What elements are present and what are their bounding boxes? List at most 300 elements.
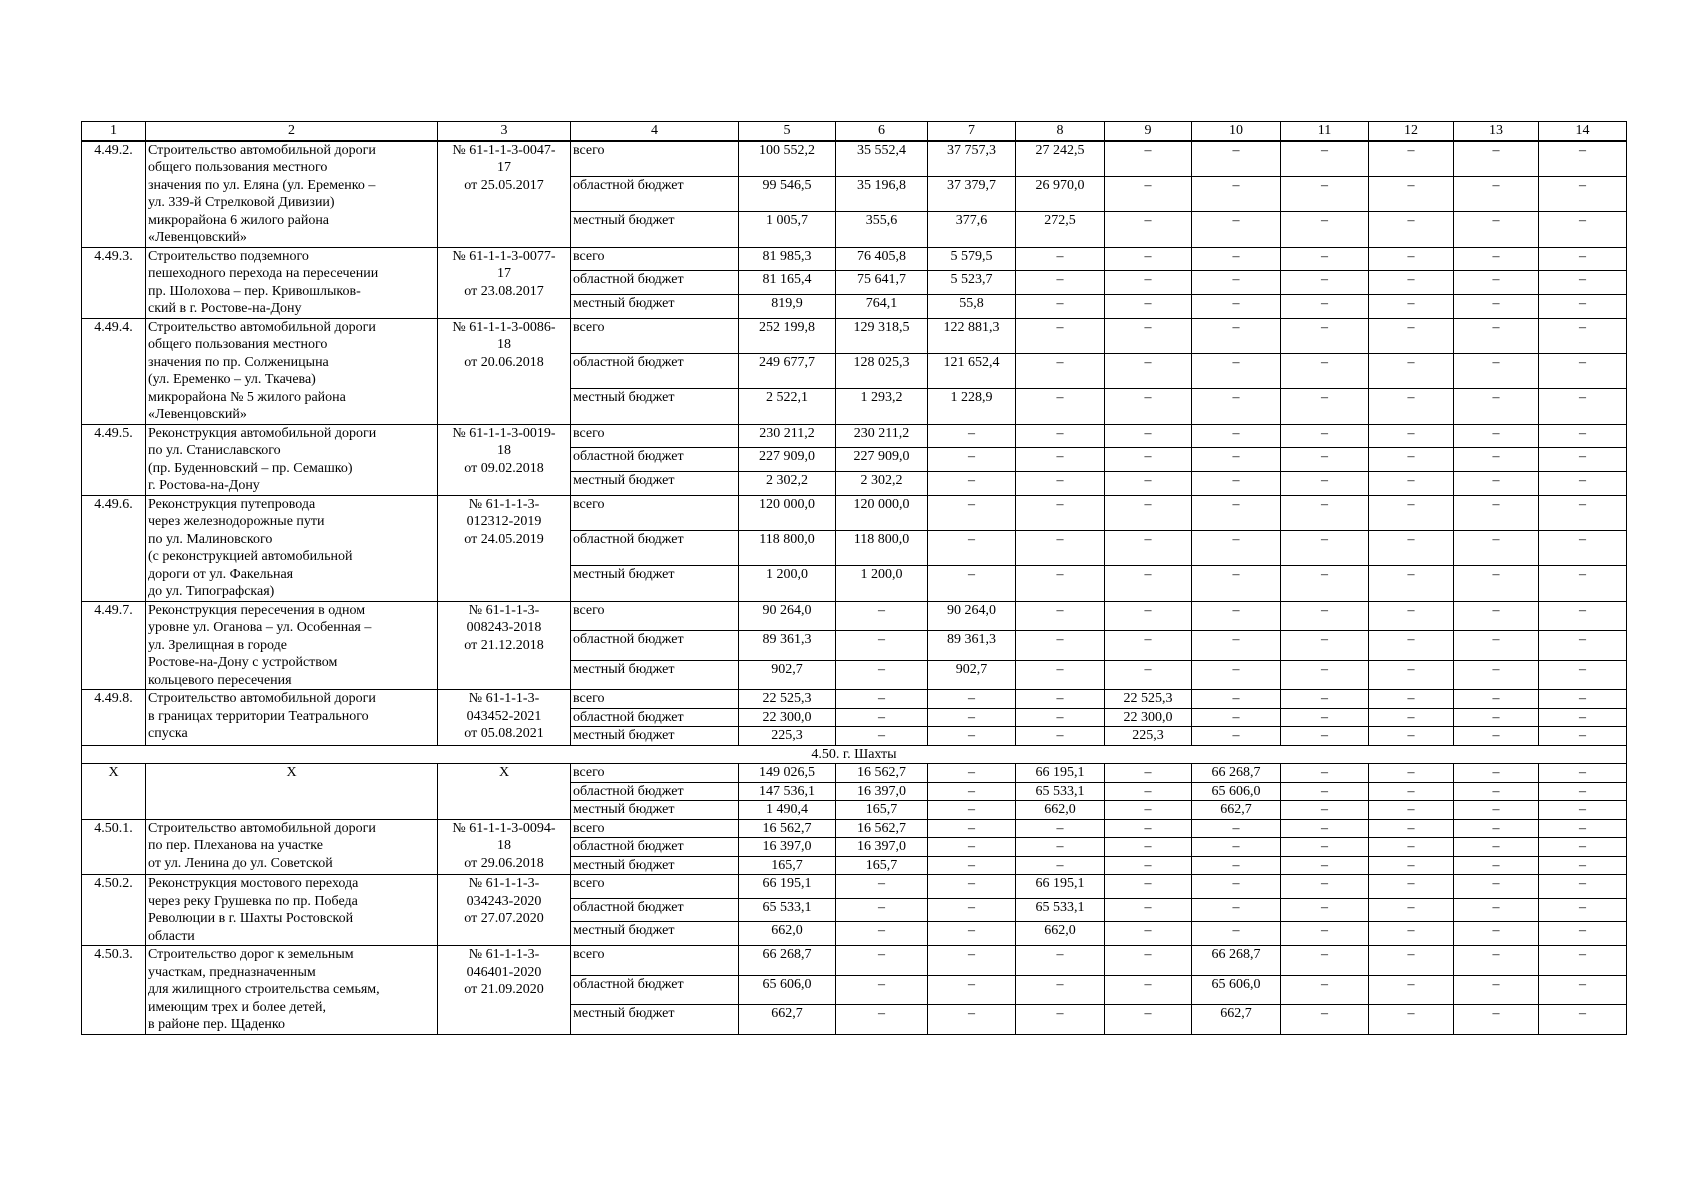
amount-cell: – bbox=[1369, 898, 1454, 922]
entry-document-line: от 05.08.2021 bbox=[464, 726, 544, 741]
entry-name-line: г. Ростова-на-Дону bbox=[148, 478, 260, 493]
funding-source: местный бюджет bbox=[571, 212, 739, 247]
amount-cell: – bbox=[1369, 294, 1454, 318]
amount-cell: – bbox=[1016, 530, 1105, 565]
amount-cell: – bbox=[1105, 801, 1192, 820]
amount-cell: – bbox=[1369, 389, 1454, 424]
entry-name-line: через реку Грушевка по пр. Победа bbox=[148, 893, 358, 909]
funding-source: местный бюджет bbox=[571, 566, 739, 601]
amount-cell: – bbox=[1369, 727, 1454, 746]
amount-cell: 65 606,0 bbox=[739, 975, 836, 1005]
funding-source: всего bbox=[571, 424, 739, 448]
funding-source: всего bbox=[571, 764, 739, 783]
funding-source: областной бюджет bbox=[571, 838, 739, 857]
amount-cell: – bbox=[1539, 471, 1627, 495]
entry-code: 4.49.2. bbox=[82, 141, 146, 248]
amount-cell: – bbox=[928, 819, 1016, 838]
funding-source: местный бюджет bbox=[571, 660, 739, 690]
amount-cell: – bbox=[1192, 898, 1281, 922]
amount-cell: – bbox=[1192, 247, 1281, 271]
entry-document-line: № 61-1-1-3-0077- bbox=[452, 248, 556, 264]
entry-document-line: № 61-1-1-3-0019- bbox=[452, 425, 556, 441]
amount-cell: 100 552,2 bbox=[739, 141, 836, 177]
amount-cell: – bbox=[1539, 690, 1627, 709]
amount-cell: – bbox=[1539, 838, 1627, 857]
amount-cell: – bbox=[1281, 247, 1369, 271]
entry-name-line: (с реконструкцией автомобильной bbox=[148, 549, 353, 564]
amount-cell: – bbox=[1369, 801, 1454, 820]
entry-document-line: № 61-1-1-3- bbox=[468, 691, 540, 706]
entry-name-line: (пр. Буденновский – пр. Семашко) bbox=[148, 460, 353, 476]
amount-cell: 65 606,0 bbox=[1192, 975, 1281, 1005]
table-row bbox=[82, 318, 1627, 353]
amount-cell: – bbox=[1281, 875, 1369, 899]
amount-cell: 1 005,7 bbox=[739, 212, 836, 247]
amount-cell: – bbox=[1192, 141, 1281, 177]
amount-cell: – bbox=[1016, 389, 1105, 424]
amount-cell: – bbox=[1454, 764, 1539, 783]
amount-cell: – bbox=[1016, 495, 1105, 530]
funding-source: местный бюджет bbox=[571, 922, 739, 946]
amount-cell: – bbox=[1281, 353, 1369, 388]
entry-document bbox=[438, 495, 571, 601]
entry-code: 4.49.3. bbox=[82, 247, 146, 318]
amount-cell: – bbox=[836, 708, 928, 727]
amount-cell: – bbox=[1454, 838, 1539, 857]
column-header: 3 bbox=[438, 122, 571, 141]
table-row bbox=[82, 495, 1627, 530]
amount-cell: 149 026,5 bbox=[739, 764, 836, 783]
amount-cell: – bbox=[1539, 1005, 1627, 1035]
amount-cell: – bbox=[1454, 856, 1539, 875]
amount-cell: – bbox=[928, 946, 1016, 976]
entry-name bbox=[146, 141, 438, 248]
amount-cell: – bbox=[1192, 566, 1281, 601]
amount-cell: – bbox=[1281, 708, 1369, 727]
amount-cell: 90 264,0 bbox=[928, 601, 1016, 631]
amount-cell: 121 652,4 bbox=[928, 353, 1016, 388]
funding-source: всего bbox=[571, 946, 739, 976]
amount-cell: – bbox=[836, 690, 928, 709]
funding-source: всего bbox=[571, 601, 739, 631]
amount-cell: – bbox=[1281, 975, 1369, 1005]
amount-cell: 225,3 bbox=[739, 727, 836, 746]
column-header: 12 bbox=[1369, 122, 1454, 141]
amount-cell: 89 361,3 bbox=[928, 631, 1016, 661]
amount-cell: – bbox=[928, 471, 1016, 495]
amount-cell: – bbox=[928, 424, 1016, 448]
amount-cell: – bbox=[1105, 782, 1192, 801]
entry-name-line: микрорайона 6 жилого района bbox=[148, 212, 330, 228]
entry-name-line: от ул. Ленина до ул. Советской bbox=[148, 855, 333, 871]
amount-cell: – bbox=[1281, 764, 1369, 783]
amount-cell: – bbox=[1539, 389, 1627, 424]
amount-cell: – bbox=[1539, 177, 1627, 212]
amount-cell: – bbox=[1192, 353, 1281, 388]
entry-document-line: от 27.07.2020 bbox=[464, 911, 544, 926]
amount-cell: – bbox=[836, 601, 928, 631]
amount-cell: – bbox=[1539, 856, 1627, 875]
entry-document-line: от 21.12.2018 bbox=[464, 637, 544, 653]
amount-cell: – bbox=[1369, 471, 1454, 495]
amount-cell: 22 525,3 bbox=[1105, 690, 1192, 709]
entry-document-line: от 25.05.2017 bbox=[464, 177, 544, 193]
entry-document-line: 043452-2021 bbox=[466, 708, 542, 724]
amount-cell: – bbox=[1192, 838, 1281, 857]
amount-cell: – bbox=[1539, 424, 1627, 448]
amount-cell: – bbox=[1192, 660, 1281, 690]
amount-cell: – bbox=[1539, 782, 1627, 801]
amount-cell: – bbox=[1192, 212, 1281, 247]
amount-cell: 27 242,5 bbox=[1016, 141, 1105, 177]
entry-document-line: № 61-1-1-3-0047- bbox=[452, 142, 556, 158]
amount-cell: – bbox=[928, 1005, 1016, 1035]
entry-name bbox=[146, 690, 438, 746]
amount-cell: 16 562,7 bbox=[836, 819, 928, 838]
entry-document-line: 034243-2020 bbox=[466, 893, 542, 909]
entry-document-line: от 24.05.2019 bbox=[464, 531, 544, 547]
entry-name: Х bbox=[146, 764, 438, 820]
table-row bbox=[82, 819, 1627, 838]
entry-name-line: области bbox=[148, 928, 195, 944]
amount-cell: – bbox=[1281, 530, 1369, 565]
amount-cell: – bbox=[1105, 141, 1192, 177]
amount-cell: – bbox=[1454, 448, 1539, 472]
funding-source: всего bbox=[571, 318, 739, 353]
funding-source: областной бюджет bbox=[571, 448, 739, 472]
amount-cell: – bbox=[1454, 975, 1539, 1005]
entry-code: 4.49.8. bbox=[82, 690, 146, 746]
amount-cell: – bbox=[1454, 631, 1539, 661]
amount-cell: – bbox=[1539, 631, 1627, 661]
amount-cell: 662,7 bbox=[739, 1005, 836, 1035]
amount-cell: – bbox=[1539, 727, 1627, 746]
amount-cell: 662,0 bbox=[1016, 801, 1105, 820]
amount-cell: – bbox=[1016, 660, 1105, 690]
entry-name-line: через железнодорожные пути bbox=[148, 514, 325, 529]
column-header: 6 bbox=[836, 122, 928, 141]
amount-cell: – bbox=[1369, 448, 1454, 472]
entry-document-line: 18 bbox=[497, 443, 511, 458]
entry-document-line: 008243-2018 bbox=[466, 620, 542, 635]
amount-cell: – bbox=[1281, 782, 1369, 801]
table-row bbox=[82, 764, 1627, 783]
amount-cell: – bbox=[1016, 566, 1105, 601]
funding-source: местный бюджет bbox=[571, 1005, 739, 1035]
entry-document bbox=[438, 819, 571, 875]
amount-cell: – bbox=[928, 690, 1016, 709]
amount-cell: 66 268,7 bbox=[1192, 946, 1281, 976]
column-header: 5 bbox=[739, 122, 836, 141]
entry-name-line: ул. Зрелищная в городе bbox=[148, 637, 287, 653]
amount-cell: – bbox=[1105, 566, 1192, 601]
amount-cell: – bbox=[1454, 247, 1539, 271]
entry-name-line: Строительство автомобильной дороги bbox=[148, 319, 376, 335]
funding-source: всего bbox=[571, 875, 739, 899]
amount-cell: 128 025,3 bbox=[836, 353, 928, 388]
entry-document-line: № 61-1-1-3- bbox=[468, 876, 540, 891]
amount-cell: – bbox=[1016, 708, 1105, 727]
entry-document-line: № 61-1-1-3-0086- bbox=[452, 319, 556, 335]
amount-cell: – bbox=[928, 566, 1016, 601]
amount-cell: – bbox=[928, 801, 1016, 820]
entry-name-line: общего пользования местного bbox=[148, 160, 328, 175]
amount-cell: – bbox=[1105, 819, 1192, 838]
amount-cell: – bbox=[1281, 271, 1369, 295]
amount-cell: – bbox=[1192, 495, 1281, 530]
amount-cell: – bbox=[1454, 530, 1539, 565]
amount-cell: 1 200,0 bbox=[836, 566, 928, 601]
amount-cell: 1 200,0 bbox=[739, 566, 836, 601]
entry-document bbox=[438, 141, 571, 248]
amount-cell: – bbox=[1016, 727, 1105, 746]
entry-document-line: от 20.06.2018 bbox=[464, 354, 544, 370]
entry-document-line: от 21.09.2020 bbox=[464, 982, 544, 997]
column-header: 14 bbox=[1539, 122, 1627, 141]
amount-cell: – bbox=[1192, 601, 1281, 631]
amount-cell: – bbox=[1454, 212, 1539, 247]
amount-cell: – bbox=[1105, 601, 1192, 631]
entry-document-line: № 61-1-1-3- bbox=[468, 496, 540, 512]
amount-cell: – bbox=[1369, 782, 1454, 801]
amount-cell: – bbox=[1454, 708, 1539, 727]
entry-document bbox=[438, 424, 571, 495]
entry-name bbox=[146, 819, 438, 875]
funding-source: местный бюджет bbox=[571, 856, 739, 875]
amount-cell: – bbox=[1105, 838, 1192, 857]
amount-cell: – bbox=[1105, 898, 1192, 922]
amount-cell: – bbox=[1105, 1005, 1192, 1035]
amount-cell: – bbox=[836, 660, 928, 690]
amount-cell: 902,7 bbox=[739, 660, 836, 690]
amount-cell: – bbox=[1369, 141, 1454, 177]
section-title: 4.50. г. Шахты bbox=[82, 745, 1627, 764]
amount-cell: 249 677,7 bbox=[739, 353, 836, 388]
entry-document bbox=[438, 318, 571, 424]
entry-name-line: Строительство подземного bbox=[148, 248, 309, 264]
section-row bbox=[82, 745, 1627, 764]
amount-cell: 16 397,0 bbox=[739, 838, 836, 857]
entry-document bbox=[438, 875, 571, 946]
amount-cell: – bbox=[1539, 495, 1627, 530]
amount-cell: – bbox=[1454, 471, 1539, 495]
amount-cell: – bbox=[1369, 856, 1454, 875]
amount-cell: – bbox=[1281, 495, 1369, 530]
amount-cell: – bbox=[1016, 690, 1105, 709]
amount-cell: – bbox=[1369, 271, 1454, 295]
amount-cell: 355,6 bbox=[836, 212, 928, 247]
amount-cell: – bbox=[1281, 1005, 1369, 1035]
entry-name-line: Реконструкция пересечения в одном bbox=[148, 602, 366, 618]
amount-cell: – bbox=[1105, 247, 1192, 271]
amount-cell: 65 533,1 bbox=[1016, 898, 1105, 922]
amount-cell: 16 397,0 bbox=[836, 838, 928, 857]
amount-cell: 90 264,0 bbox=[739, 601, 836, 631]
entry-code: 4.49.5. bbox=[82, 424, 146, 495]
column-header: 13 bbox=[1454, 122, 1539, 141]
entry-name-line: Революции в г. Шахты Ростовской bbox=[148, 911, 354, 926]
amount-cell: 81 985,3 bbox=[739, 247, 836, 271]
amount-cell: – bbox=[1016, 471, 1105, 495]
amount-cell: – bbox=[1105, 975, 1192, 1005]
entry-name-line: по ул. Малиновского bbox=[148, 531, 273, 547]
amount-cell: – bbox=[1281, 801, 1369, 820]
amount-cell: 120 000,0 bbox=[739, 495, 836, 530]
entry-document: Х bbox=[438, 764, 571, 820]
amount-cell: – bbox=[1281, 631, 1369, 661]
entry-name-line: Строительство автомобильной дороги bbox=[148, 142, 376, 158]
funding-source: местный бюджет bbox=[571, 294, 739, 318]
amount-cell: 65 533,1 bbox=[739, 898, 836, 922]
amount-cell: – bbox=[928, 530, 1016, 565]
amount-cell: – bbox=[1192, 177, 1281, 212]
funding-source: всего bbox=[571, 141, 739, 177]
amount-cell: – bbox=[928, 875, 1016, 899]
amount-cell: 16 562,7 bbox=[739, 819, 836, 838]
amount-cell: – bbox=[1281, 819, 1369, 838]
funding-source: областной бюджет bbox=[571, 975, 739, 1005]
amount-cell: – bbox=[1539, 764, 1627, 783]
entry-name-line: общего пользования местного bbox=[148, 337, 328, 352]
amount-cell: 55,8 bbox=[928, 294, 1016, 318]
entry-document-line: 18 bbox=[497, 838, 511, 853]
entry-document bbox=[438, 690, 571, 746]
entry-document-line: от 29.06.2018 bbox=[464, 855, 544, 871]
amount-cell: – bbox=[1192, 727, 1281, 746]
amount-cell: 5 579,5 bbox=[928, 247, 1016, 271]
amount-cell: 76 405,8 bbox=[836, 247, 928, 271]
amount-cell: – bbox=[836, 631, 928, 661]
amount-cell: – bbox=[1454, 294, 1539, 318]
amount-cell: – bbox=[1105, 922, 1192, 946]
entry-name-line: значения по ул. Еляна (ул. Еременко – bbox=[148, 177, 376, 193]
amount-cell: – bbox=[1539, 247, 1627, 271]
amount-cell: 37 757,3 bbox=[928, 141, 1016, 177]
amount-cell: – bbox=[928, 922, 1016, 946]
amount-cell: – bbox=[1016, 271, 1105, 295]
entry-name-line: «Левенцовский» bbox=[148, 407, 247, 422]
entry-name-line: спуска bbox=[148, 726, 188, 741]
amount-cell: 662,7 bbox=[1192, 801, 1281, 820]
entry-name-line: кольцевого пересечения bbox=[148, 672, 292, 688]
amount-cell: – bbox=[1369, 177, 1454, 212]
entry-name bbox=[146, 495, 438, 601]
amount-cell: – bbox=[1369, 764, 1454, 783]
amount-cell: – bbox=[1369, 660, 1454, 690]
entry-code: 4.50.2. bbox=[82, 875, 146, 946]
amount-cell: 81 165,4 bbox=[739, 271, 836, 295]
amount-cell: – bbox=[836, 1005, 928, 1035]
amount-cell: – bbox=[1105, 271, 1192, 295]
amount-cell: – bbox=[1454, 782, 1539, 801]
amount-cell: – bbox=[1454, 727, 1539, 746]
amount-cell: – bbox=[1281, 946, 1369, 976]
funding-source: местный бюджет bbox=[571, 727, 739, 746]
amount-cell: – bbox=[1105, 856, 1192, 875]
entry-name bbox=[146, 424, 438, 495]
entry-code: Х bbox=[82, 764, 146, 820]
amount-cell: – bbox=[1539, 530, 1627, 565]
column-header: 10 bbox=[1192, 122, 1281, 141]
amount-cell: – bbox=[1369, 875, 1454, 899]
amount-cell: 2 302,2 bbox=[739, 471, 836, 495]
entry-name bbox=[146, 946, 438, 1035]
amount-cell: – bbox=[1539, 975, 1627, 1005]
amount-cell: – bbox=[1281, 566, 1369, 601]
entry-name-line: Ростове-на-Дону с устройством bbox=[148, 655, 338, 670]
entry-document bbox=[438, 946, 571, 1035]
entry-name-line: «Левенцовский» bbox=[148, 230, 247, 245]
amount-cell: – bbox=[1539, 922, 1627, 946]
amount-cell: – bbox=[928, 898, 1016, 922]
amount-cell: – bbox=[1192, 530, 1281, 565]
entry-code: 4.49.6. bbox=[82, 495, 146, 601]
amount-cell: – bbox=[1192, 690, 1281, 709]
amount-cell: 35 196,8 bbox=[836, 177, 928, 212]
entry-code: 4.49.4. bbox=[82, 318, 146, 424]
amount-cell: – bbox=[1016, 975, 1105, 1005]
amount-cell: – bbox=[1281, 856, 1369, 875]
amount-cell: 118 800,0 bbox=[739, 530, 836, 565]
entry-document-line: 17 bbox=[497, 266, 511, 281]
entry-name-line: дороги от ул. Факельная bbox=[148, 566, 294, 582]
amount-cell: 147 536,1 bbox=[739, 782, 836, 801]
amount-cell: 819,9 bbox=[739, 294, 836, 318]
amount-cell: – bbox=[1105, 764, 1192, 783]
amount-cell: 2 522,1 bbox=[739, 389, 836, 424]
amount-cell: – bbox=[1369, 566, 1454, 601]
amount-cell: – bbox=[1105, 660, 1192, 690]
amount-cell: 16 397,0 bbox=[836, 782, 928, 801]
amount-cell: – bbox=[1539, 801, 1627, 820]
amount-cell: 902,7 bbox=[928, 660, 1016, 690]
amount-cell: – bbox=[1192, 294, 1281, 318]
amount-cell: – bbox=[1105, 495, 1192, 530]
amount-cell: 2 302,2 bbox=[836, 471, 928, 495]
entry-document bbox=[438, 247, 571, 318]
entry-name-line: значения по пр. Солженицына bbox=[148, 354, 329, 370]
amount-cell: – bbox=[1454, 495, 1539, 530]
amount-cell: – bbox=[1539, 946, 1627, 976]
amount-cell: 75 641,7 bbox=[836, 271, 928, 295]
amount-cell: – bbox=[836, 875, 928, 899]
entry-document-line: 012312-2019 bbox=[466, 514, 542, 529]
entry-name bbox=[146, 247, 438, 318]
amount-cell: – bbox=[1192, 922, 1281, 946]
amount-cell: 165,7 bbox=[836, 801, 928, 820]
amount-cell: – bbox=[1369, 353, 1454, 388]
entry-name bbox=[146, 601, 438, 690]
amount-cell: – bbox=[1539, 566, 1627, 601]
entry-name-line: для жилищного строительства семьям, bbox=[148, 982, 380, 997]
table-row bbox=[82, 247, 1627, 271]
entry-code: 4.50.3. bbox=[82, 946, 146, 1035]
entry-name-line: Строительство автомобильной дороги bbox=[148, 691, 376, 706]
entry-document bbox=[438, 601, 571, 690]
amount-cell: – bbox=[1192, 856, 1281, 875]
entry-document-line: 046401-2020 bbox=[466, 964, 542, 980]
amount-cell: 66 268,7 bbox=[1192, 764, 1281, 783]
column-header: 2 bbox=[146, 122, 438, 141]
amount-cell: – bbox=[928, 448, 1016, 472]
entry-name-line: Строительство автомобильной дороги bbox=[148, 820, 376, 836]
amount-cell: – bbox=[1281, 177, 1369, 212]
amount-cell: – bbox=[1105, 389, 1192, 424]
funding-source: всего bbox=[571, 247, 739, 271]
entry-name-line: до ул. Типографская) bbox=[148, 584, 275, 599]
amount-cell: – bbox=[1192, 448, 1281, 472]
entry-document-line: № 61-1-1-3-0094- bbox=[452, 820, 556, 836]
